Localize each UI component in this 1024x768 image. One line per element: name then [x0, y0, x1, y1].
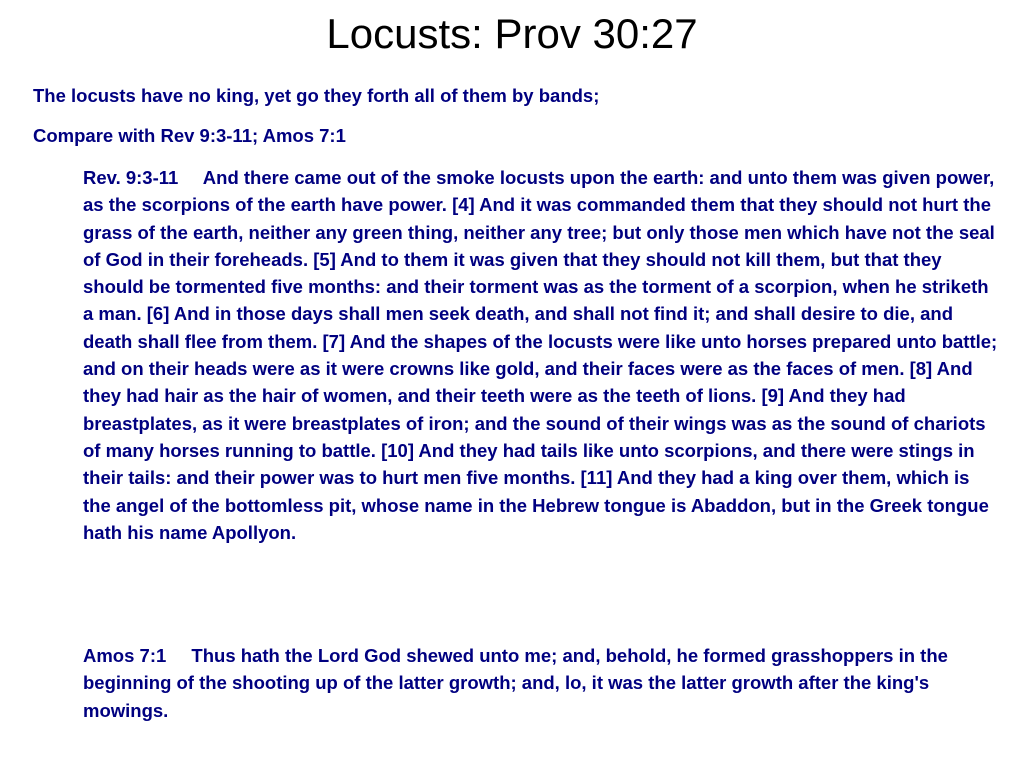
passage-reference: Amos 7:1: [83, 645, 167, 666]
passage-text: And there came out of the smoke locusts upon the earth: and unto them was given power, as the scorpions of the earth have power. [4] And it was commanded them that they should not hurt the grass of the earth, neither any green thing, neither any tree; but only those men which have not the seal of God in their foreheads. [5] And to them it was given that they should not kill them, but that they should be tormented five months: and their torment was as the torment of a scorpion, when he striketh a man. [6] And in those days shall men seek death, and shall not find it; and shall desire to die, and death shall flee from them. [7] And the shapes of the locusts were like unto horses prepared unto battle; and on their heads were as it were crowns like gold, and their faces were as the faces of men. [8] And they had hair as the hair of women, and their teeth were as the teeth of lions. [9] And they had breastplates, as it were breastplates of iron; and the sound of their wings was as the sound of chariots of many horses running to battle. [10] And they had tails like unto scorpions, and there were stings in their tails: and their power was to hurt men five months. [11] And they had a king over them, which is the angel of the bottomless pit, whose name in the Hebrew tongue is Abaddon, but in the Greek tongue hath his name Apollyon.: [83, 167, 998, 543]
passage-revelation: [83, 164, 998, 546]
passage-text: Thus hath the Lord God shewed unto me; and, behold, he formed grasshoppers in the beginning of the shooting up of the latter growth; and, lo, it was the latter growth after the king's mowings.: [83, 645, 948, 721]
compare-line: Compare with Rev 9:3-11; Amos 7:1: [33, 125, 346, 146]
passage-reference: Rev. 9:3-11: [83, 167, 179, 188]
verse-line: The locusts have no king, yet go they forth all of them by bands;: [33, 85, 600, 106]
slide-title: Locusts: Prov 30:27: [326, 10, 698, 57]
passage-amos: [83, 642, 998, 724]
